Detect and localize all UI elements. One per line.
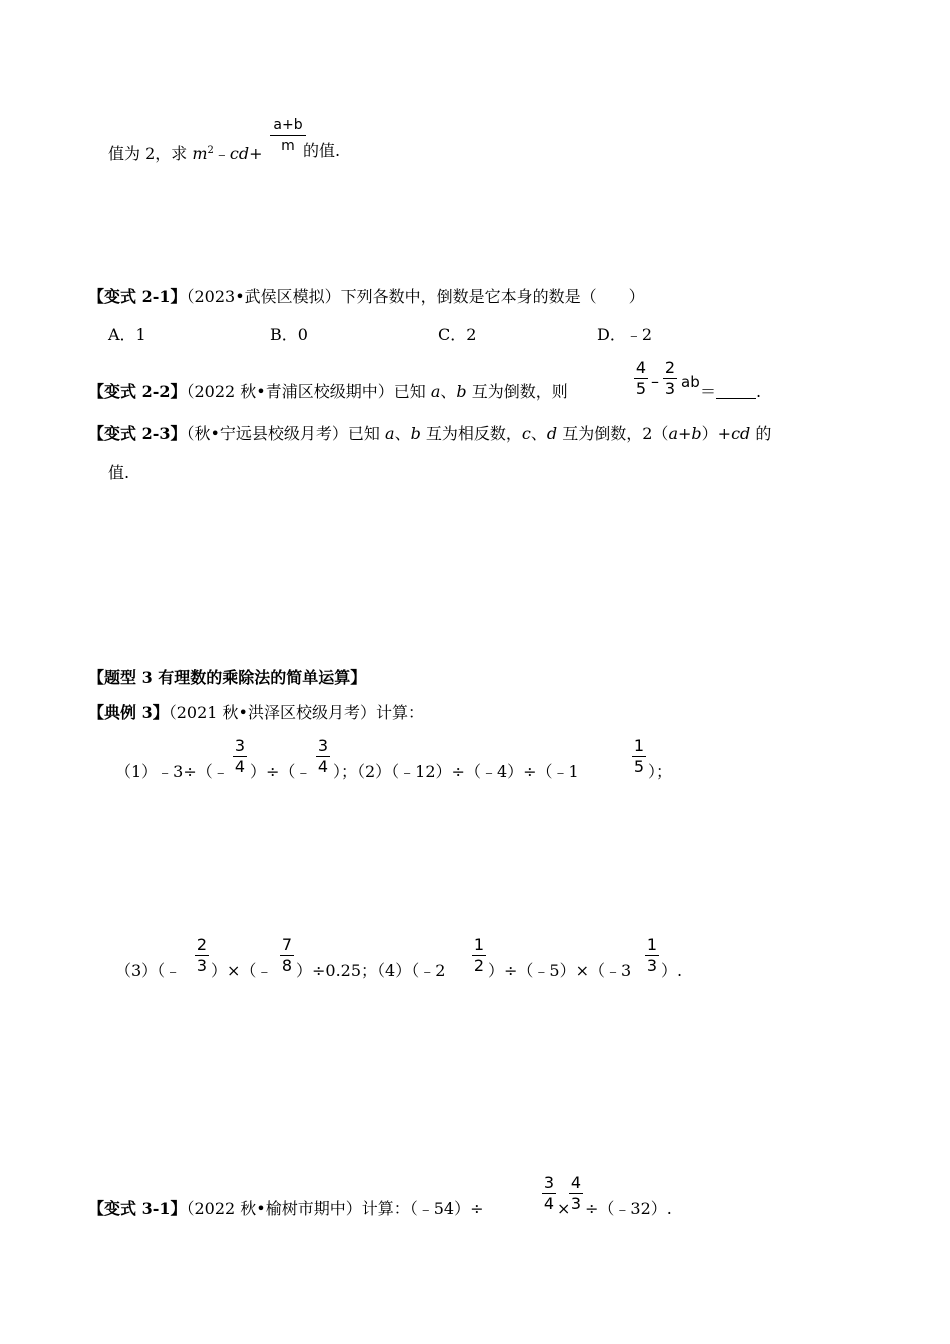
fraction-numerator: 2 bbox=[664, 358, 676, 377]
plus-sign: + bbox=[249, 144, 263, 163]
variant-3-1-end: ÷（﹣32）. bbox=[585, 1199, 672, 1218]
fraction-denominator: 3 bbox=[196, 956, 208, 975]
separator: 、 bbox=[394, 424, 411, 443]
variant-text: 互为倒数，2（ bbox=[557, 424, 669, 443]
times-sign: × bbox=[557, 1199, 571, 1218]
fraction-3-4 bbox=[233, 737, 247, 776]
answer-blank[interactable] bbox=[716, 384, 756, 399]
fraction-numerator: a+b bbox=[273, 117, 303, 133]
fraction-denominator: 4 bbox=[234, 757, 246, 776]
fraction-denominator: 4 bbox=[543, 1194, 555, 1213]
variant-2-1 bbox=[88, 287, 645, 307]
problem-3-part-a: （3）（﹣ bbox=[115, 961, 182, 980]
minus-sign: ﹣ bbox=[213, 144, 230, 163]
fraction-numerator: 1 bbox=[473, 935, 485, 954]
variant-text: 互为相反数， bbox=[420, 424, 522, 443]
var-c: c bbox=[521, 424, 531, 443]
var-cd: cd bbox=[229, 144, 250, 163]
fraction-3-4 bbox=[542, 1174, 556, 1213]
fraction-4-5 bbox=[634, 359, 648, 398]
fraction-numerator: 3 bbox=[234, 736, 246, 755]
minus-sign: – bbox=[651, 372, 659, 391]
variant-tag: 【变式 2-3】 bbox=[88, 424, 187, 443]
fraction-numerator: 3 bbox=[317, 736, 329, 755]
option-b: B．0 bbox=[270, 325, 308, 344]
fraction-7-8 bbox=[280, 936, 294, 975]
variant-2-3-line2: 值. bbox=[108, 463, 130, 482]
period: . bbox=[756, 382, 762, 401]
fraction-1-3 bbox=[645, 936, 659, 975]
plus-sign: + bbox=[677, 424, 692, 443]
separator: 、 bbox=[530, 424, 547, 443]
var-ab: ab bbox=[681, 373, 700, 391]
fraction-denominator: 3 bbox=[570, 1194, 582, 1213]
fraction-denominator: 5 bbox=[635, 379, 647, 398]
fraction-denominator: 5 bbox=[633, 757, 645, 776]
fraction-numerator: 3 bbox=[543, 1173, 555, 1192]
problem-1-part-c: ）；（2）（﹣12）÷（﹣4）÷（﹣1 bbox=[333, 762, 579, 781]
var-b: b bbox=[456, 382, 467, 401]
fraction-2-3 bbox=[663, 359, 677, 398]
problem-1-part-d: ）； bbox=[648, 762, 673, 781]
var-a: a bbox=[430, 382, 441, 401]
var-d: d bbox=[546, 424, 558, 443]
fraction-3-4 bbox=[316, 737, 330, 776]
fraction-bar bbox=[270, 135, 306, 136]
problem-3-part-e: ）. bbox=[661, 961, 683, 980]
fraction-numerator: 2 bbox=[196, 935, 208, 954]
problem-3-part-d: ）÷（﹣5）×（﹣3 bbox=[488, 961, 632, 980]
separator: 、 bbox=[440, 382, 457, 401]
fraction-1-5 bbox=[632, 737, 646, 776]
fraction-denominator: 4 bbox=[317, 757, 329, 776]
var-b: b bbox=[410, 424, 421, 443]
var-a: a bbox=[385, 424, 395, 443]
var-b: b bbox=[691, 424, 702, 443]
answer-line bbox=[700, 382, 761, 402]
intro-text-before: 值为 2，求 bbox=[108, 144, 193, 163]
fraction-denominator: 8 bbox=[281, 956, 293, 975]
variant-tag: 【变式 3-1】 bbox=[88, 1199, 187, 1218]
example-text: （2021 秋•洪泽区校级月考）计算： bbox=[168, 703, 424, 722]
fraction-numerator: 1 bbox=[633, 736, 645, 755]
problem-1-part-b: ）÷（﹣ bbox=[250, 762, 312, 781]
variant-2-3 bbox=[88, 424, 771, 444]
var-a: a bbox=[668, 424, 678, 443]
variant-text: （秋•宁远县校级月考）已知 bbox=[186, 424, 386, 443]
fraction-denominator: m bbox=[281, 138, 295, 154]
variant-tag: 【变式 2-1】 bbox=[88, 287, 187, 306]
variant-question: （2023•武侯区模拟）下列各数中，倒数是它本身的数是（ ） bbox=[186, 287, 645, 306]
example-tag: 【典例 3】 bbox=[88, 703, 169, 722]
equals-sign: ＝ bbox=[700, 382, 717, 401]
fraction-numerator: 4 bbox=[635, 358, 647, 377]
variant-text: 互为倒数，则 bbox=[466, 382, 568, 401]
fraction-denominator: 3 bbox=[646, 956, 658, 975]
intro-line bbox=[108, 141, 263, 164]
variant-3-1 bbox=[88, 1199, 484, 1219]
exponent-2: 2 bbox=[207, 145, 214, 156]
option-c: C．2 bbox=[438, 325, 477, 344]
fraction-a-plus-b-over-m bbox=[270, 116, 306, 155]
fraction-4-3 bbox=[569, 1174, 583, 1213]
variant-tag: 【变式 2-2】 bbox=[88, 382, 187, 401]
example-3 bbox=[88, 703, 424, 723]
variant-2-2 bbox=[88, 382, 568, 402]
fraction-2-3 bbox=[195, 936, 209, 975]
variant-text: （2022 秋•榆树市期中）计算：（﹣54）÷ bbox=[186, 1199, 484, 1218]
fraction-denominator: 3 bbox=[664, 379, 676, 398]
var-m: m bbox=[192, 144, 208, 163]
intro-text-after: 的值. bbox=[303, 141, 341, 160]
problem-3-part-b: ）×（﹣ bbox=[211, 961, 273, 980]
fraction-numerator: 1 bbox=[646, 935, 658, 954]
fraction-numerator: 4 bbox=[570, 1173, 582, 1192]
fraction-denominator: 2 bbox=[473, 956, 485, 975]
option-a: A．1 bbox=[108, 325, 146, 344]
variant-text: （2022 秋•青浦区校级期中）已知 bbox=[186, 382, 431, 401]
section-title: 【题型 3 有理数的乘除法的简单运算】 bbox=[88, 668, 367, 687]
fraction-1-2 bbox=[472, 936, 486, 975]
var-cd: cd bbox=[731, 424, 751, 443]
fraction-numerator: 7 bbox=[281, 935, 293, 954]
variant-text: 的 bbox=[750, 424, 772, 443]
problem-3-part-c: ）÷0.25；（4）（﹣2 bbox=[296, 961, 446, 980]
problem-1-part-a: （1）﹣3÷（﹣ bbox=[115, 762, 229, 781]
option-d: D．﹣2 bbox=[597, 325, 653, 344]
variant-text: ）+ bbox=[701, 424, 732, 443]
